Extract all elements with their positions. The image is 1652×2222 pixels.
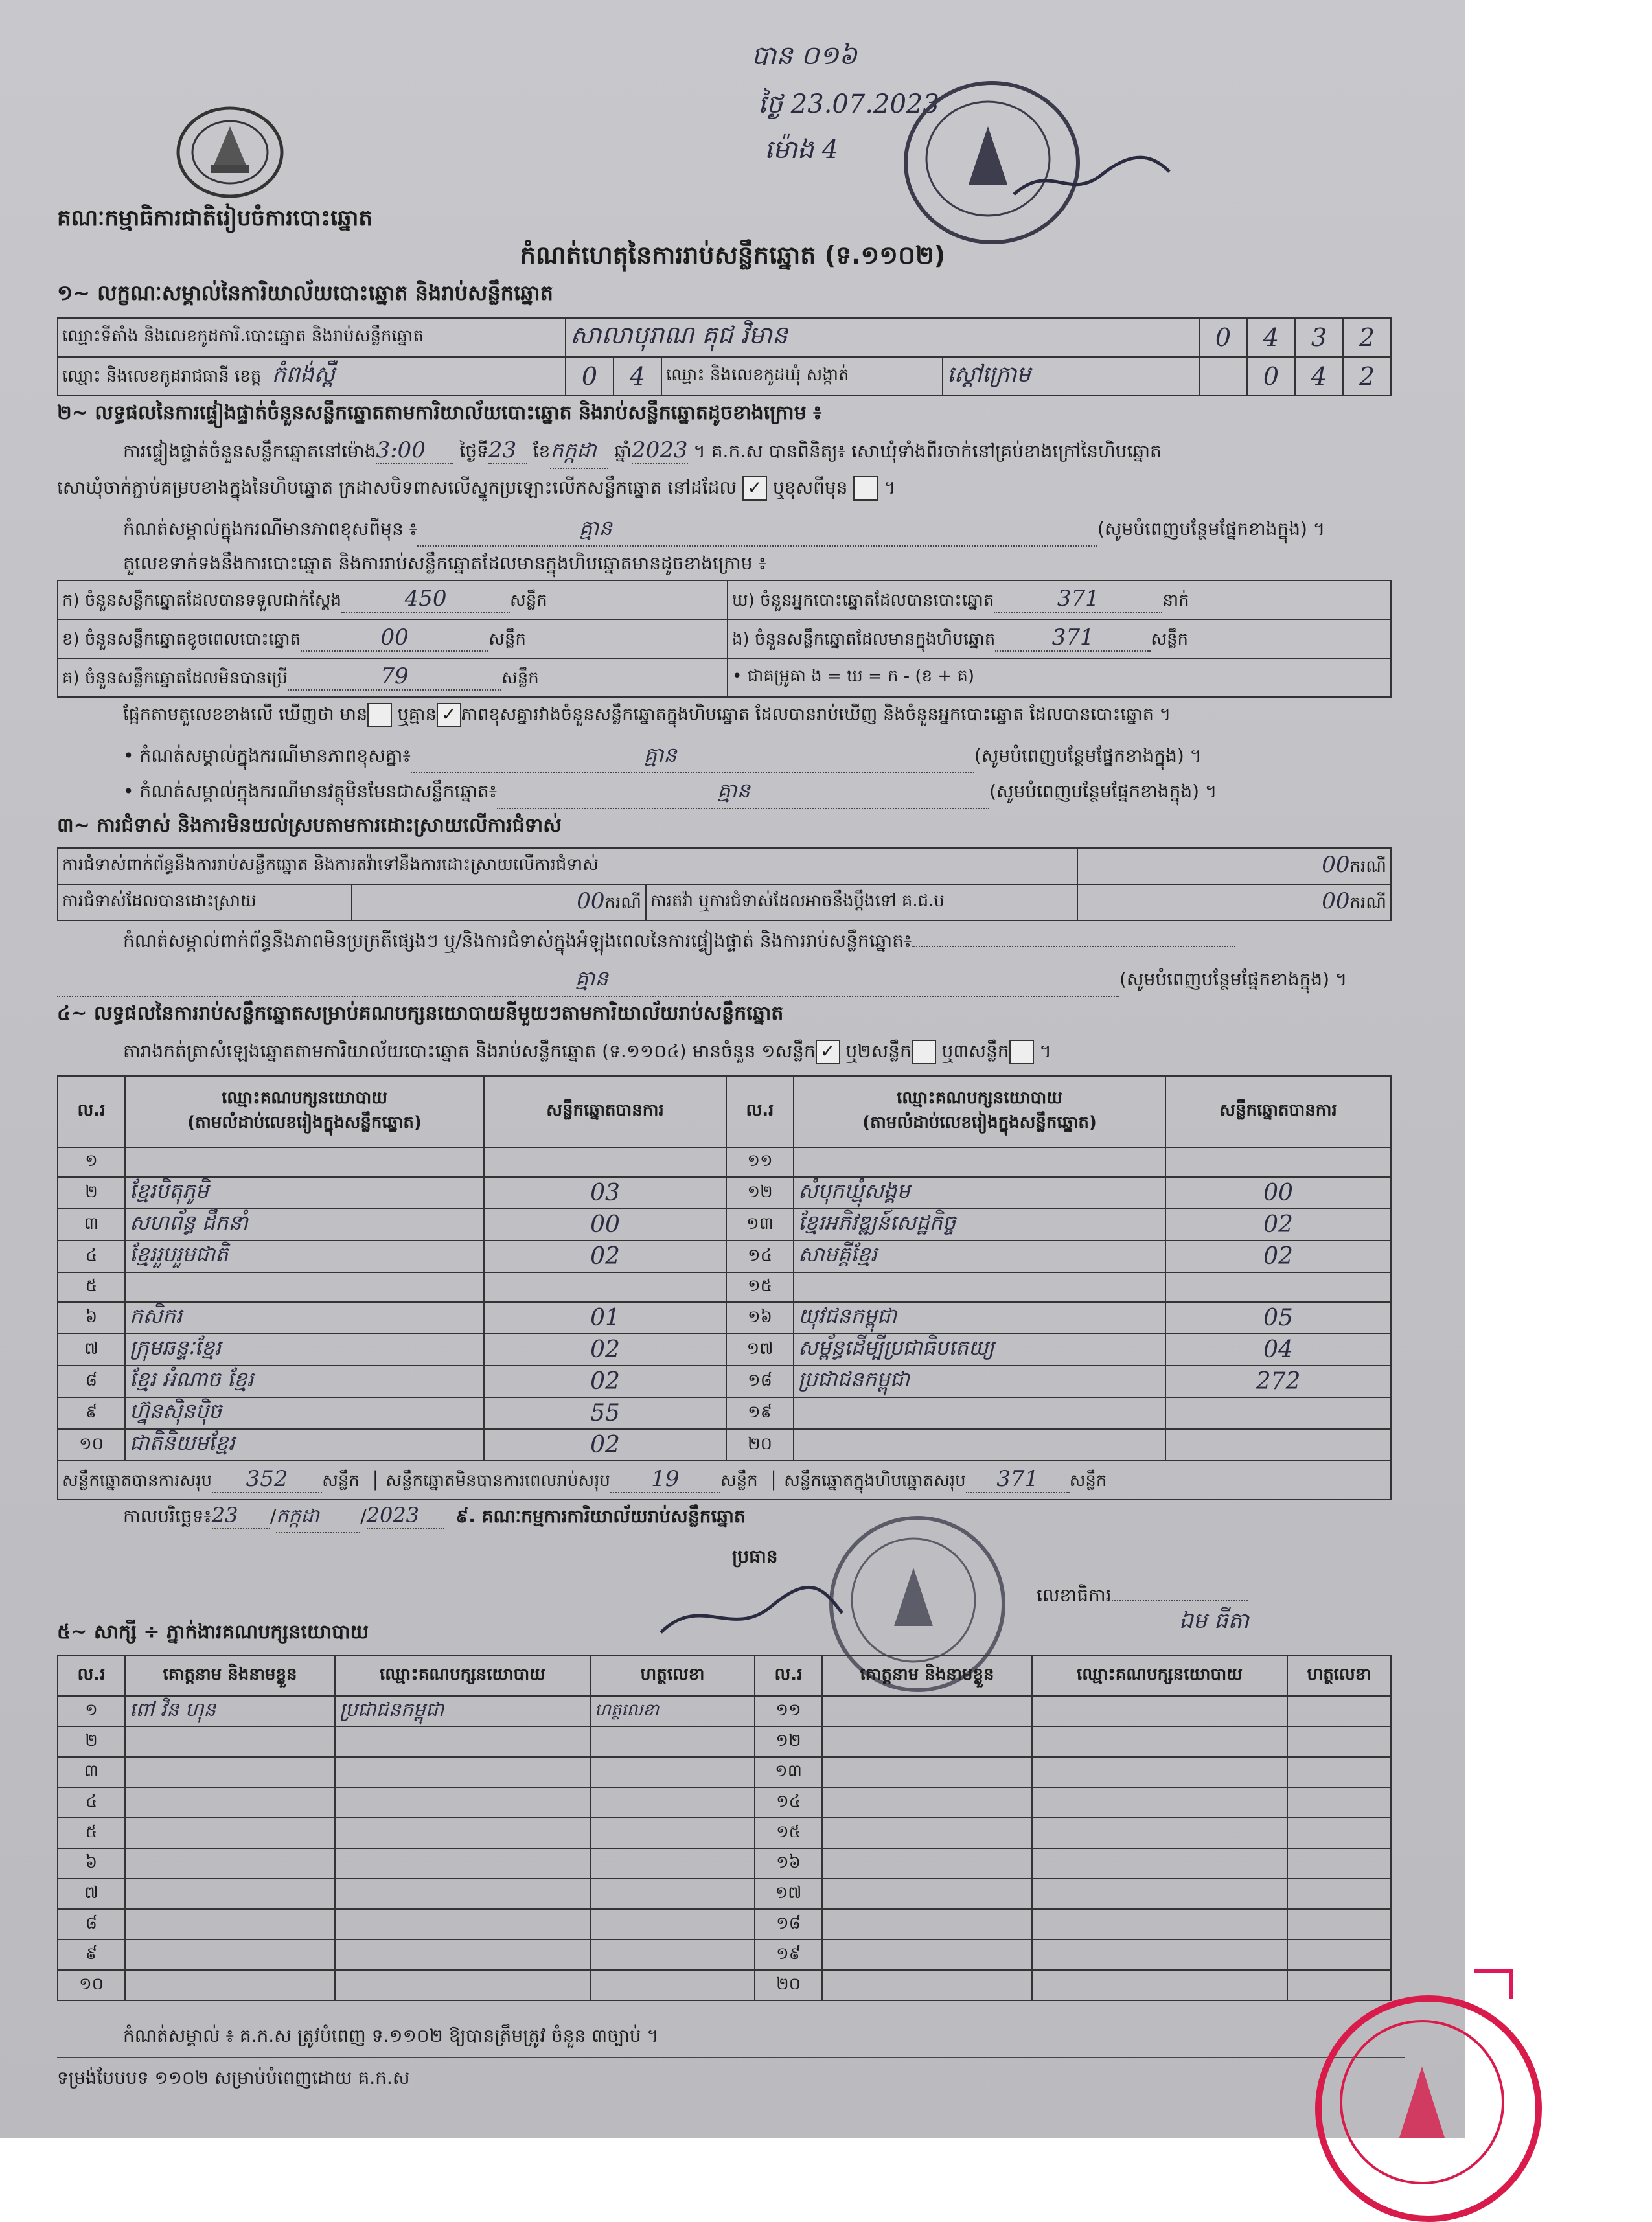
section2-heading: ២~ លទ្ធផលនៃការផ្ទៀងផ្ទាត់ចំនួនសន្លឹកឆ្នោតតាមការិយាល័យបោះឆ្នោត និងរាប់សន្លឹកឆ្នោតដូចខាងក្រោម ៖ (57, 402, 822, 424)
col-party-left: ឈ្មោះគណបក្សនយោបាយ (តាមលំដាប់លេខរៀងក្នុងសន្លឹកឆ្នោត) (125, 1076, 484, 1147)
witness-signature (1287, 1940, 1391, 1970)
verify-time: 3:00 (376, 437, 453, 464)
commission-emblem-icon (175, 104, 285, 201)
witness-row (58, 1940, 1391, 1970)
witness-signature (590, 1757, 755, 1787)
votes-row (58, 1397, 1391, 1429)
party-votes (1165, 1147, 1391, 1177)
party-name (794, 1397, 1165, 1429)
witness-no: ១៩ (755, 1940, 822, 1970)
votes-row (58, 1334, 1391, 1366)
witness-signature (1287, 1909, 1391, 1940)
party-name: ខ្មែរអភិវឌ្ឍន៍សេដ្ឋកិច្ច (794, 1209, 1165, 1241)
section4-heading: ៤~ លទ្ធផលនៃការរាប់សន្លឹកឆ្នោតសម្រាប់គណបក្សនយោបាយនីមួយៗតាមការិយាល័យរាប់សន្លឹកឆ្នោត (57, 1002, 784, 1025)
witness-party (335, 1970, 590, 2000)
witness-party (1032, 1726, 1287, 1757)
received-ballots: 450 (341, 586, 510, 613)
votes-totals: សន្លឹកឆ្នោតបានការសរុប 352 សន្លឹក │ សន្លឹកឆ្នោតមិនបានការពេលរាប់សរុប 19 សន្លឹក │ សន្លឹកឆ្នោតក្នុងហិបឆ្នោតសរុប 371 សន្លឹក (58, 1461, 1391, 1500)
date-day: 23 (212, 1503, 270, 1529)
witness-party (1032, 1696, 1287, 1726)
party-votes: 02 (1165, 1209, 1391, 1241)
witness-row (58, 1757, 1391, 1787)
witness-row (58, 1970, 1391, 2000)
witness-no: ១៤ (755, 1787, 822, 1818)
commune-code-1: 0 (1247, 357, 1295, 396)
votes-row (58, 1209, 1391, 1241)
province-value: កំពង់ស្ពឺ (271, 361, 335, 387)
footer-note: កំណត់សម្គាល់ ៖ គ.ក.ស ត្រូវបំពេញ ទ.១១០២ ឱ្យបានត្រឹមត្រូវ ចំនួន ៣ច្បាប់ ។ (123, 2025, 659, 2046)
complaints-value: 00 (1322, 852, 1350, 878)
party-votes: 02 (484, 1366, 726, 1397)
party-votes: 03 (484, 1177, 726, 1209)
form-note: ទម្រង់បែបបទ ១១០២ សម្រាប់បំពេញដោយ គ.ក.ស (57, 2067, 410, 2089)
appeal-value: 00 (1322, 888, 1350, 914)
witness-signature (590, 1940, 755, 1970)
party-votes: 00 (1165, 1177, 1391, 1209)
party-no: ១១ (726, 1147, 794, 1177)
party-no: ១៧ (726, 1334, 794, 1366)
witness-no: ៨ (58, 1909, 125, 1940)
note3-value: គ្មាន (717, 778, 750, 803)
changed-checkbox[interactable] (853, 476, 878, 501)
w-col-name-left: គោត្តនាម និងនាមខ្លួន (125, 1656, 335, 1696)
votes-row (58, 1241, 1391, 1272)
party-no: ១៤ (726, 1241, 794, 1272)
col-votes-left: សន្លឹកឆ្នោតបានការ (484, 1076, 726, 1147)
verify-day: 23 (488, 437, 527, 464)
party-no: ២ (58, 1177, 125, 1209)
witness-signature (1287, 1848, 1391, 1879)
witness-name: ពៅ វិន ហុន (125, 1696, 335, 1726)
witness-party (1032, 1848, 1287, 1879)
section2-para1: ការផ្ទៀងផ្ទាត់ចំនួនសន្លឹកឆ្នោតនៅម៉ោង3:00 ថ្ងៃទី23 ខែកក្កដា ឆ្នាំ2023 ។ គ.ក.ស បានពិនិត្យ៖ សោឃុំទាំងពីរចាក់នៅគ្រប់ខាងក្រៅនៃហិបឆ្នោត (123, 437, 1162, 469)
party-votes (1165, 1397, 1391, 1429)
appeal-label: ការតវ៉ា ឬការជំទាស់ដែលអាចនឹងប្ដឹងទៅ គ.ជ.ប (646, 884, 1077, 921)
section3-note-line2: គ្មាន (សូមបំពេញបន្ថែមផ្នែកខាងក្នុង) ។ (57, 965, 1392, 997)
party-votes: 00 (484, 1209, 726, 1241)
party-name (125, 1147, 484, 1177)
witness-name (125, 1757, 335, 1787)
party-no: ២០ (726, 1429, 794, 1461)
witness-name (125, 1879, 335, 1909)
w-col-name-right: គោត្តនាម និងនាមខ្លួន (822, 1656, 1032, 1696)
witness-no: ៩ (58, 1940, 125, 1970)
witness-signature (590, 1787, 755, 1818)
secretary-name: ឯម ធីតា (1179, 1608, 1249, 1634)
ballots-in-box: 371 (995, 624, 1151, 652)
party-no: ១៣ (726, 1209, 794, 1241)
witness-no: ១ (58, 1696, 125, 1726)
party-no: ១៩ (726, 1397, 794, 1429)
party-no: ១ (58, 1147, 125, 1177)
received-date: ថ្ងៃ 23.07.2023 (758, 89, 939, 119)
commission-name: គណៈកម្មាធិការជាតិរៀបចំការបោះឆ្នោត (57, 205, 373, 231)
witness-party (335, 1848, 590, 1879)
section3-heading: ៣~ ការជំទាស់ និងការមិនយល់ស្របតាមការដោះស្រាយលើការជំទាស់ (57, 814, 562, 837)
witness-name (125, 1940, 335, 1970)
witness-table (57, 1655, 1392, 2001)
witness-no: ៣ (58, 1757, 125, 1787)
witness-row (58, 1726, 1391, 1757)
verify-year: 2023 (631, 437, 688, 463)
witness-party (1032, 1818, 1287, 1848)
party-name: ក្រុមឆន្ទៈខ្មែរ (125, 1334, 484, 1366)
section2-note3: • កំណត់សម្គាល់ក្នុងករណីមានវត្ថុមិនមែនជាសន្លឹកឆ្នោត៖ គ្មាន (សូមបំពេញបន្ថែមផ្នែកខាងក្នុង) ។ (123, 777, 1217, 809)
witness-signature (590, 1818, 755, 1848)
witness-name (125, 1848, 335, 1879)
party-votes: 04 (1165, 1334, 1391, 1366)
party-no: ១២ (726, 1177, 794, 1209)
received-number: បាន ០១៦ (751, 41, 858, 71)
witness-party: ប្រជាជនកម្ពុជា (335, 1696, 590, 1726)
witness-no: ៧ (58, 1879, 125, 1909)
voters-voted: 371 (994, 586, 1162, 613)
witness-signature (1287, 1696, 1391, 1726)
party-no: ៧ (58, 1334, 125, 1366)
votes-row (58, 1429, 1391, 1461)
witness-party (335, 1940, 590, 1970)
votes-row (58, 1272, 1391, 1302)
total-in-box: 371 (966, 1466, 1070, 1493)
w-col-party-right: ឈ្មោះគណបក្សនយោបាយ (1032, 1656, 1287, 1696)
section4-intro: តារាងកត់ត្រាសំឡេងឆ្នោតតាមការិយាល័យបោះឆ្នោត និងរាប់សន្លឹកឆ្នោត (ទ.១១០៤) មានចំនួន ១សន្លឹក ✓ ឬ២សន្លឹក ឬ៣សន្លឹក ។ (123, 1040, 1051, 1066)
party-name (794, 1429, 1165, 1461)
witness-name (125, 1818, 335, 1848)
votes-row (58, 1147, 1391, 1177)
witness-signature (1287, 1787, 1391, 1818)
witness-name (822, 1696, 1032, 1726)
province-code-2: 4 (614, 357, 661, 396)
witness-party (335, 1879, 590, 1909)
votes-table (57, 1075, 1392, 1500)
party-no: ១០ (58, 1429, 125, 1461)
chair-label: ប្រធាន (732, 1546, 778, 1567)
col-votes-right: សន្លឹកឆ្នោតបានការ (1165, 1076, 1391, 1147)
witness-no: ១០ (58, 1970, 125, 2000)
witness-name (822, 1970, 1032, 2000)
note1-value: គ្មាន (579, 516, 612, 540)
date-month: កក្កដា (276, 1504, 360, 1533)
witness-no: ១១ (755, 1696, 822, 1726)
witness-party (335, 1757, 590, 1787)
party-name (125, 1272, 484, 1302)
party-votes (484, 1272, 726, 1302)
w-col-sign-right: ហត្ថលេខា (1287, 1656, 1391, 1696)
three-sheet-checkbox[interactable] (1009, 1040, 1034, 1064)
witness-signature (590, 1848, 755, 1879)
total-invalid: 19 (610, 1466, 720, 1493)
votes-row (58, 1366, 1391, 1397)
votes-row (58, 1302, 1391, 1334)
station-value: សាលាបុរាណ គុជ វិមាន (566, 318, 1199, 357)
witness-signature (1287, 1757, 1391, 1787)
form-title: កំណត់ហេតុនៃការរាប់សន្លឹកឆ្នោត (ទ.១១០២) (520, 241, 946, 269)
party-name: យុវជនកម្ពុជា (794, 1302, 1165, 1334)
station-code-2: 4 (1247, 318, 1295, 357)
party-no: ១៨ (726, 1366, 794, 1397)
party-name: សំបុកឃ្មុំសង្គម (794, 1177, 1165, 1209)
witness-row (58, 1909, 1391, 1940)
party-name (794, 1272, 1165, 1302)
signature-top (1011, 149, 1173, 207)
verify-month: កក្កដា (550, 437, 608, 469)
party-name: សហព័ន្ធ ដឹកនាំ (125, 1209, 484, 1241)
party-name: សាមគ្គីខ្មែរ (794, 1241, 1165, 1272)
province-label: ឈ្មោះ និងលេខកូដរាជធានី ខេត្ត កំពង់ស្ពឺ (58, 357, 566, 396)
witness-no: ១៣ (755, 1757, 822, 1787)
witness-no: ៦ (58, 1848, 125, 1879)
secretary-line: លេខាធិការ (1037, 1584, 1248, 1610)
resolved-value: 00 (577, 888, 605, 914)
station-code-4: 2 (1343, 318, 1391, 357)
party-name (794, 1147, 1165, 1177)
commune-value: ស្ដៅក្រោម (943, 357, 1199, 396)
witness-signature (590, 1879, 755, 1909)
party-votes: 55 (484, 1397, 726, 1429)
complaints-label: ការជំទាស់ពាក់ព័ន្ធនឹងការរាប់សន្លឹកឆ្នោត និងការតវ៉ាទៅនឹងការដោះស្រាយលើការជំទាស់ (58, 848, 1077, 884)
witness-no: ២០ (755, 1970, 822, 2000)
witness-signature (1287, 1879, 1391, 1909)
col-party-right: ឈ្មោះគណបក្សនយោបាយ (តាមលំដាប់លេខរៀងក្នុងសន្លឹកឆ្នោត) (794, 1076, 1165, 1147)
witness-party (335, 1818, 590, 1848)
party-votes: 01 (484, 1302, 726, 1334)
party-votes: 02 (484, 1241, 726, 1272)
total-valid: 352 (212, 1466, 322, 1493)
two-sheet-checkbox[interactable] (912, 1040, 936, 1064)
witness-no: ១៨ (755, 1909, 822, 1940)
party-name: ជាតិនិយមខ្មែរ (125, 1429, 484, 1461)
no-difference-checkbox[interactable]: ✓ (437, 703, 461, 727)
party-name: ហ្វ៊ុនស៊ិនប៉ិច (125, 1397, 484, 1429)
resolved-label: ការជំទាស់ដែលបានដោះស្រាយ (58, 884, 352, 921)
w-col-party-left: ឈ្មោះគណបក្សនយោបាយ (335, 1656, 590, 1696)
witness-party (335, 1909, 590, 1940)
votes-row (58, 1177, 1391, 1209)
station-label: ឈ្មោះទីតាំង និងលេខកូដការិ.បោះឆ្នោត និងរាប់សន្លឹកឆ្នោត (58, 318, 566, 357)
party-name: ខ្មែរបិតុភូមិ (125, 1177, 484, 1209)
witness-signature: ហត្ថលេខា (590, 1696, 755, 1726)
commune-code-2: 4 (1295, 357, 1343, 396)
station-table (57, 317, 1392, 396)
party-name: កសិករ (125, 1302, 484, 1334)
party-no: ១៦ (726, 1302, 794, 1334)
ballot-count-table: ក) ចំនួនសន្លឹកឆ្នោតដែលបានទទួលជាក់ស្ដែង 450 សន្លឹក ឃ) ចំនួនអ្នកបោះឆ្នោតដែលបានបោះឆ្នោត 371 នាក់ ខ) ចំនួនសន្លឹកឆ្នោតខូចពេលបោះឆ្នោត 00 សន្លឹក ង) ចំនួនសន្លឹកឆ្នោតដែលមានក្នុងហិបឆ្នោត 371 សន្លឹក គ) ចំនួនសន្លឹកឆ្នោតដែលមិនបានប្រើ 79 សន្លឹក • ជាគម្រូគា ង = ឃ = ក - (ខ + គ) (57, 580, 1392, 698)
section1-heading: ១~ លក្ខណៈសម្គាល់នៃការិយាល័យបោះឆ្នោត និងរាប់សន្លឹកឆ្នោត (57, 281, 553, 305)
party-name: សម្ព័ន្ធដើម្បីប្រជាធិបតេយ្យ (794, 1334, 1165, 1366)
party-votes (1165, 1429, 1391, 1461)
party-votes: 02 (1165, 1241, 1391, 1272)
witness-party (335, 1787, 590, 1818)
witness-name (125, 1787, 335, 1818)
witness-name (822, 1726, 1032, 1757)
party-name: ខ្មែរ អំណាច ខ្មែរ (125, 1366, 484, 1397)
party-votes: 02 (484, 1429, 726, 1461)
received-time: ម៉ោង 4 (764, 135, 839, 165)
station-code-1: 0 (1199, 318, 1247, 357)
witness-row (58, 1696, 1391, 1726)
witness-name (822, 1879, 1032, 1909)
section2-para3: តួលេខទាក់ទងនឹងការបោះឆ្នោត និងការរាប់សន្លឹកឆ្នោតដែលមានក្នុងហិបឆ្នោតមានដូចខាងក្រោម ៖ (123, 553, 766, 574)
chair-signature (654, 1574, 849, 1645)
witness-no: ២ (58, 1726, 125, 1757)
section2-note2: • កំណត់សម្គាល់ក្នុងករណីមានភាពខុសគ្នា៖ គ្មាន (សូមបំពេញបន្ថែមផ្នែកខាងក្នុង) ។ (123, 742, 1202, 773)
formula: • ជាគម្រូគា ង = ឃ = ក - (ខ + គ) (728, 658, 1391, 697)
has-difference-checkbox[interactable] (367, 703, 392, 727)
w-col-no-left: ល.រ (58, 1656, 125, 1696)
witness-name (125, 1726, 335, 1757)
spoiled-ballots: 00 (301, 624, 488, 652)
witness-party (1032, 1757, 1287, 1787)
party-no: ៥ (58, 1272, 125, 1302)
witness-name (822, 1848, 1032, 1879)
witness-signature (590, 1970, 755, 2000)
section5-heading: ៥~ សាក្សី ÷ ភ្នាក់ងារគណបក្សនយោបាយ (57, 1621, 369, 1644)
witness-party (1032, 1879, 1287, 1909)
witness-signature (590, 1909, 755, 1940)
station-code-3: 3 (1295, 318, 1343, 357)
party-no: ៩ (58, 1397, 125, 1429)
party-votes: 05 (1165, 1302, 1391, 1334)
witness-name (125, 1909, 335, 1940)
one-sheet-checkbox[interactable]: ✓ (816, 1040, 840, 1064)
province-code-1: 0 (566, 357, 614, 396)
commune-label: ឈ្មោះ និងលេខកូដឃុំ សង្កាត់ (661, 357, 943, 396)
party-no: ១៥ (726, 1272, 794, 1302)
witness-name (822, 1909, 1032, 1940)
date-line: កាលបរិច្ឆេទ៖23 /កក្កដា /2023 ៩. គណៈកម្មការការិយាល័យរាប់សន្លឹកឆ្នោត (123, 1503, 746, 1533)
footer-divider (57, 2057, 1405, 2058)
party-name: ប្រជាជនកម្ពុជា (794, 1366, 1165, 1397)
witness-no: ១៦ (755, 1848, 822, 1879)
complaints-table: ការជំទាស់ពាក់ព័ន្ធនឹងការរាប់សន្លឹកឆ្នោត និងការតវ៉ាទៅនឹងការដោះស្រាយលើការជំទាស់ 00ករណី ការជំទាស់ដែលបានដោះស្រាយ 00ករណី ការតវ៉ា ឬការជំទាស់ដែលអាចនឹងប្ដឹងទៅ គ.ជ.ប 00ករណី (57, 847, 1392, 921)
witness-signature (1287, 1818, 1391, 1848)
witness-no: ១៧ (755, 1879, 822, 1909)
witness-name (822, 1757, 1032, 1787)
section3-note: កំណត់សម្គាល់ពាក់ព័ន្ធនឹងភាពមិនប្រក្រតីផ្សេងៗ ឬ/និងការជំទាស់ក្នុងអំឡុងពេលនៃការផ្ទៀងផ្ទាត់ និងការរាប់សន្លឹកឆ្នោត៖ (123, 930, 1386, 956)
party-no: ៣ (58, 1209, 125, 1241)
witness-signature (1287, 1726, 1391, 1757)
party-no: ៦ (58, 1302, 125, 1334)
witness-no: ១៥ (755, 1818, 822, 1848)
party-name: ខ្មែររួបរួមជាតិ (125, 1241, 484, 1272)
unused-ballots: 79 (288, 663, 501, 691)
witness-row (58, 1879, 1391, 1909)
col-no-left: ល.រ (58, 1076, 125, 1147)
witness-name (822, 1940, 1032, 1970)
witness-no: ១២ (755, 1726, 822, 1757)
red-ink-mark (1474, 1969, 1513, 1973)
section3-note-value: គ្មាន (575, 966, 608, 991)
section2-note1: កំណត់សម្គាល់ក្នុងករណីមានភាពខុសពីមុន ៖ គ្មាន (សូមបំពេញបន្ថែមផ្នែកខាងក្នុង) ។ (123, 515, 1386, 547)
section2-para2: សោឃុំចាក់ភ្ជាប់គម្របខាងក្នុងនៃហិបឆ្នោត ក្រដាសបិទពាសលើស្នូកប្រឡោះលើកសន្លឹកឆ្នោត នៅដដែល ✓ ឬខុសពីមុន ។ (57, 476, 896, 503)
witness-signature (590, 1726, 755, 1757)
party-votes (484, 1147, 726, 1177)
witness-party (1032, 1909, 1287, 1940)
commune-code-3: 2 (1343, 357, 1391, 396)
party-votes: 02 (484, 1334, 726, 1366)
party-votes: 272 (1165, 1366, 1391, 1397)
witness-no: ៤ (58, 1787, 125, 1818)
witness-no: ៥ (58, 1818, 125, 1848)
w-col-sign-left: ហត្ថលេខា (590, 1656, 755, 1696)
witness-name (822, 1787, 1032, 1818)
witness-party (1032, 1970, 1287, 2000)
witness-name (125, 1970, 335, 2000)
w-col-no-right: ល.រ (755, 1656, 822, 1696)
witness-party (1032, 1940, 1287, 1970)
unchanged-checkbox[interactable]: ✓ (742, 476, 767, 501)
party-no: ៤ (58, 1241, 125, 1272)
witness-party (1032, 1787, 1287, 1818)
party-no: ៨ (58, 1366, 125, 1397)
section2-para4: ផ្អែកតាមតួលេខខាងលើ ឃើញថា មាន ឬគ្មាន ✓ ភាពខុសគ្នារវាងចំនួនសន្លឹកឆ្នោតក្នុងហិបឆ្នោត ដែលបានរាប់ឃើញ និងចំនួនអ្នកបោះឆ្នោត ដែលបានបោះឆ្នោត ។ (123, 703, 1171, 729)
party-votes (1165, 1272, 1391, 1302)
witness-row (58, 1848, 1391, 1879)
witness-name (822, 1818, 1032, 1848)
red-stamp (1315, 1995, 1542, 2222)
date-year: 2023 (367, 1503, 444, 1529)
witness-party (335, 1726, 590, 1757)
witness-row (58, 1787, 1391, 1818)
red-ink-mark-vertical (1509, 1969, 1513, 1999)
col-no-right: ល.រ (726, 1076, 794, 1147)
note2-value: គ្មាន (643, 742, 677, 767)
witness-row (58, 1818, 1391, 1848)
